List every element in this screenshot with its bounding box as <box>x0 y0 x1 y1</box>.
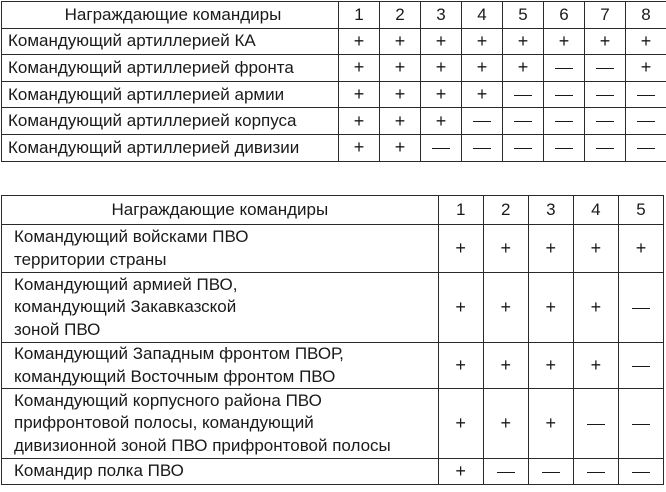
dash-mark <box>555 148 573 149</box>
mark-text: + <box>545 297 557 317</box>
col-header: 6 <box>544 2 585 29</box>
mark-plus <box>380 134 421 161</box>
mark-plus <box>339 81 380 108</box>
mark-text: + <box>394 137 406 158</box>
dash-mark <box>555 121 573 122</box>
dash-mark <box>632 308 650 309</box>
mark-text: + <box>476 30 488 51</box>
col-header: 3 <box>528 196 573 225</box>
commander-name-line: дивизионной зоной ПВО прифронтовой полосы <box>14 435 391 455</box>
commander-name: Командующий артиллерией корпуса <box>2 108 339 135</box>
awards-table-artillery <box>1 1 666 162</box>
mark-plus <box>380 55 421 82</box>
mark-plus <box>421 81 462 108</box>
commander-name-line: Командир полка ПВО <box>14 461 184 481</box>
mark-plus <box>528 273 573 343</box>
table-row <box>2 134 666 161</box>
dash-mark <box>587 424 605 425</box>
mark-plus <box>483 273 528 343</box>
mark-dash <box>626 81 666 108</box>
mark-plus <box>544 28 585 55</box>
mark-plus <box>421 28 462 55</box>
mark-text: + <box>353 137 365 158</box>
mark-dash <box>618 389 663 459</box>
commander-name <box>2 273 439 343</box>
col-header: 2 <box>483 196 528 225</box>
dash-mark <box>632 472 650 473</box>
commander-name-line: прифронтовой полосы, командующий <box>14 413 314 433</box>
mark-dash <box>544 108 585 135</box>
mark-dash <box>462 134 503 161</box>
table-row <box>2 81 666 108</box>
mark-text: + <box>353 84 365 105</box>
mark-plus <box>438 273 483 343</box>
mark-plus <box>339 134 380 161</box>
commander-name-line: территории страны <box>14 249 167 269</box>
mark-plus <box>380 28 421 55</box>
mark-dash <box>618 273 663 343</box>
commander-name-line: Командующий корпусного района ПВО <box>14 390 322 410</box>
mark-dash <box>483 459 528 485</box>
mark-text: + <box>353 30 365 51</box>
mark-text: + <box>517 30 529 51</box>
mark-plus <box>528 389 573 459</box>
commander-name: Командующий артиллерией армии <box>2 81 339 108</box>
mark-text: + <box>455 355 466 375</box>
mark-dash <box>503 81 544 108</box>
commander-name <box>2 225 439 273</box>
mark-plus <box>483 389 528 459</box>
dash-mark <box>596 95 614 96</box>
mark-text: + <box>455 238 466 258</box>
mark-plus <box>626 28 666 55</box>
mark-plus <box>438 389 483 459</box>
mark-dash <box>618 459 663 485</box>
col-header: 8 <box>626 2 666 29</box>
mark-text: + <box>435 110 447 131</box>
mark-plus <box>438 225 483 273</box>
commander-name: Командующий артиллерией фронта <box>2 55 339 82</box>
table-row <box>2 343 664 389</box>
mark-text: + <box>394 110 406 131</box>
col-header: 5 <box>618 196 663 225</box>
mark-dash <box>585 81 626 108</box>
dash-mark <box>632 366 650 367</box>
mark-text: + <box>455 461 466 481</box>
mark-dash <box>503 134 544 161</box>
mark-text: + <box>590 355 602 375</box>
commander-name-line: командующий Закавказской <box>14 297 237 317</box>
mark-text: + <box>394 84 406 105</box>
mark-plus <box>528 225 573 273</box>
dash-mark <box>632 424 650 425</box>
mark-plus <box>380 81 421 108</box>
mark-text: + <box>500 355 511 375</box>
mark-text: + <box>500 413 511 433</box>
col-header: 3 <box>421 2 462 29</box>
mark-text: + <box>640 57 652 78</box>
mark-text: + <box>558 30 570 51</box>
mark-plus <box>573 343 618 389</box>
mark-text: + <box>545 238 557 258</box>
mark-dash <box>528 459 573 485</box>
dash-mark <box>555 95 573 96</box>
mark-text: + <box>476 84 488 105</box>
mark-dash <box>421 134 462 161</box>
dash-mark <box>514 148 532 149</box>
dash-mark <box>596 121 614 122</box>
mark-plus <box>503 28 544 55</box>
mark-plus <box>421 108 462 135</box>
commander-name: Командующий артиллерией КА <box>2 28 339 55</box>
mark-plus <box>483 343 528 389</box>
dash-mark <box>637 121 655 122</box>
col-header: 4 <box>573 196 618 225</box>
mark-text: + <box>394 30 406 51</box>
mark-plus <box>462 28 503 55</box>
mark-dash <box>585 108 626 135</box>
commander-name-line: Командующий армией ПВО, <box>14 274 238 294</box>
commander-name <box>2 459 439 485</box>
mark-text: + <box>435 57 447 78</box>
dash-mark <box>596 148 614 149</box>
dash-mark <box>514 121 532 122</box>
mark-dash <box>573 389 618 459</box>
dash-mark <box>542 472 560 473</box>
mark-text: + <box>353 110 365 131</box>
mark-text: + <box>435 84 447 105</box>
mark-dash <box>618 343 663 389</box>
commander-name <box>2 343 439 389</box>
mark-plus <box>339 28 380 55</box>
mark-text: + <box>500 238 511 258</box>
mark-plus <box>573 273 618 343</box>
table-row <box>2 225 664 273</box>
dash-mark <box>596 68 614 69</box>
mark-plus <box>339 55 380 82</box>
col-header: 2 <box>380 2 421 29</box>
mark-plus <box>618 225 663 273</box>
mark-text: + <box>435 30 447 51</box>
mark-text: + <box>500 297 511 317</box>
awards-table-air-defense <box>1 195 664 485</box>
mark-text: + <box>455 413 466 433</box>
dash-mark <box>637 95 655 96</box>
mark-text: + <box>394 57 406 78</box>
mark-dash <box>544 81 585 108</box>
header-row <box>2 196 664 225</box>
col-header: 4 <box>462 2 503 29</box>
mark-plus <box>585 28 626 55</box>
mark-dash <box>585 55 626 82</box>
mark-dash <box>573 459 618 485</box>
mark-text: + <box>545 355 557 375</box>
mark-plus <box>573 225 618 273</box>
mark-plus <box>380 108 421 135</box>
mark-dash <box>626 134 666 161</box>
table-row <box>2 389 664 459</box>
table-row <box>2 55 666 82</box>
dash-mark <box>514 95 532 96</box>
mark-text: + <box>545 413 557 433</box>
mark-dash <box>462 108 503 135</box>
mark-dash <box>503 108 544 135</box>
commander-name-line: Командующий войсками ПВО <box>14 227 249 246</box>
mark-plus <box>438 459 483 485</box>
col-header: 1 <box>438 196 483 225</box>
table-row <box>2 28 666 55</box>
table-row <box>2 459 664 485</box>
mark-plus <box>421 55 462 82</box>
mark-plus <box>339 108 380 135</box>
mark-text: + <box>476 57 488 78</box>
mark-dash <box>626 108 666 135</box>
dash-mark <box>497 472 515 473</box>
mark-text: + <box>353 57 365 78</box>
commander-name <box>2 389 439 459</box>
mark-plus <box>462 55 503 82</box>
col-header: 1 <box>339 2 380 29</box>
mark-text: + <box>599 30 611 51</box>
dash-mark <box>637 148 655 149</box>
col-header: 7 <box>585 2 626 29</box>
table-row <box>2 108 666 135</box>
mark-dash <box>585 134 626 161</box>
mark-text: + <box>590 238 602 258</box>
commander-name: Командующий артиллерией дивизии <box>2 134 339 161</box>
commander-name-line: Командующий Западным фронтом ПВОР, <box>14 344 344 363</box>
header-commanders: Награждающие командиры <box>2 2 339 29</box>
dash-mark <box>432 148 450 149</box>
header-row <box>2 2 666 29</box>
mark-text: + <box>455 297 466 317</box>
header-commanders: Награждающие командиры <box>2 196 439 225</box>
commander-name-line: командующий Восточным фронтом ПВО <box>14 366 336 386</box>
mark-text: + <box>590 297 602 317</box>
table-row <box>2 273 664 343</box>
mark-dash <box>544 55 585 82</box>
mark-plus <box>483 225 528 273</box>
dash-mark <box>587 472 605 473</box>
mark-plus <box>626 55 666 82</box>
dash-mark <box>473 121 491 122</box>
mark-text: + <box>635 238 647 258</box>
mark-dash <box>544 134 585 161</box>
mark-plus <box>462 81 503 108</box>
commander-name-line: зоной ПВО <box>14 319 101 339</box>
dash-mark <box>473 148 491 149</box>
dash-mark <box>555 68 573 69</box>
col-header: 5 <box>503 2 544 29</box>
mark-text: + <box>640 30 652 51</box>
mark-plus <box>438 343 483 389</box>
mark-plus <box>528 343 573 389</box>
mark-plus <box>503 55 544 82</box>
mark-text: + <box>517 57 529 78</box>
